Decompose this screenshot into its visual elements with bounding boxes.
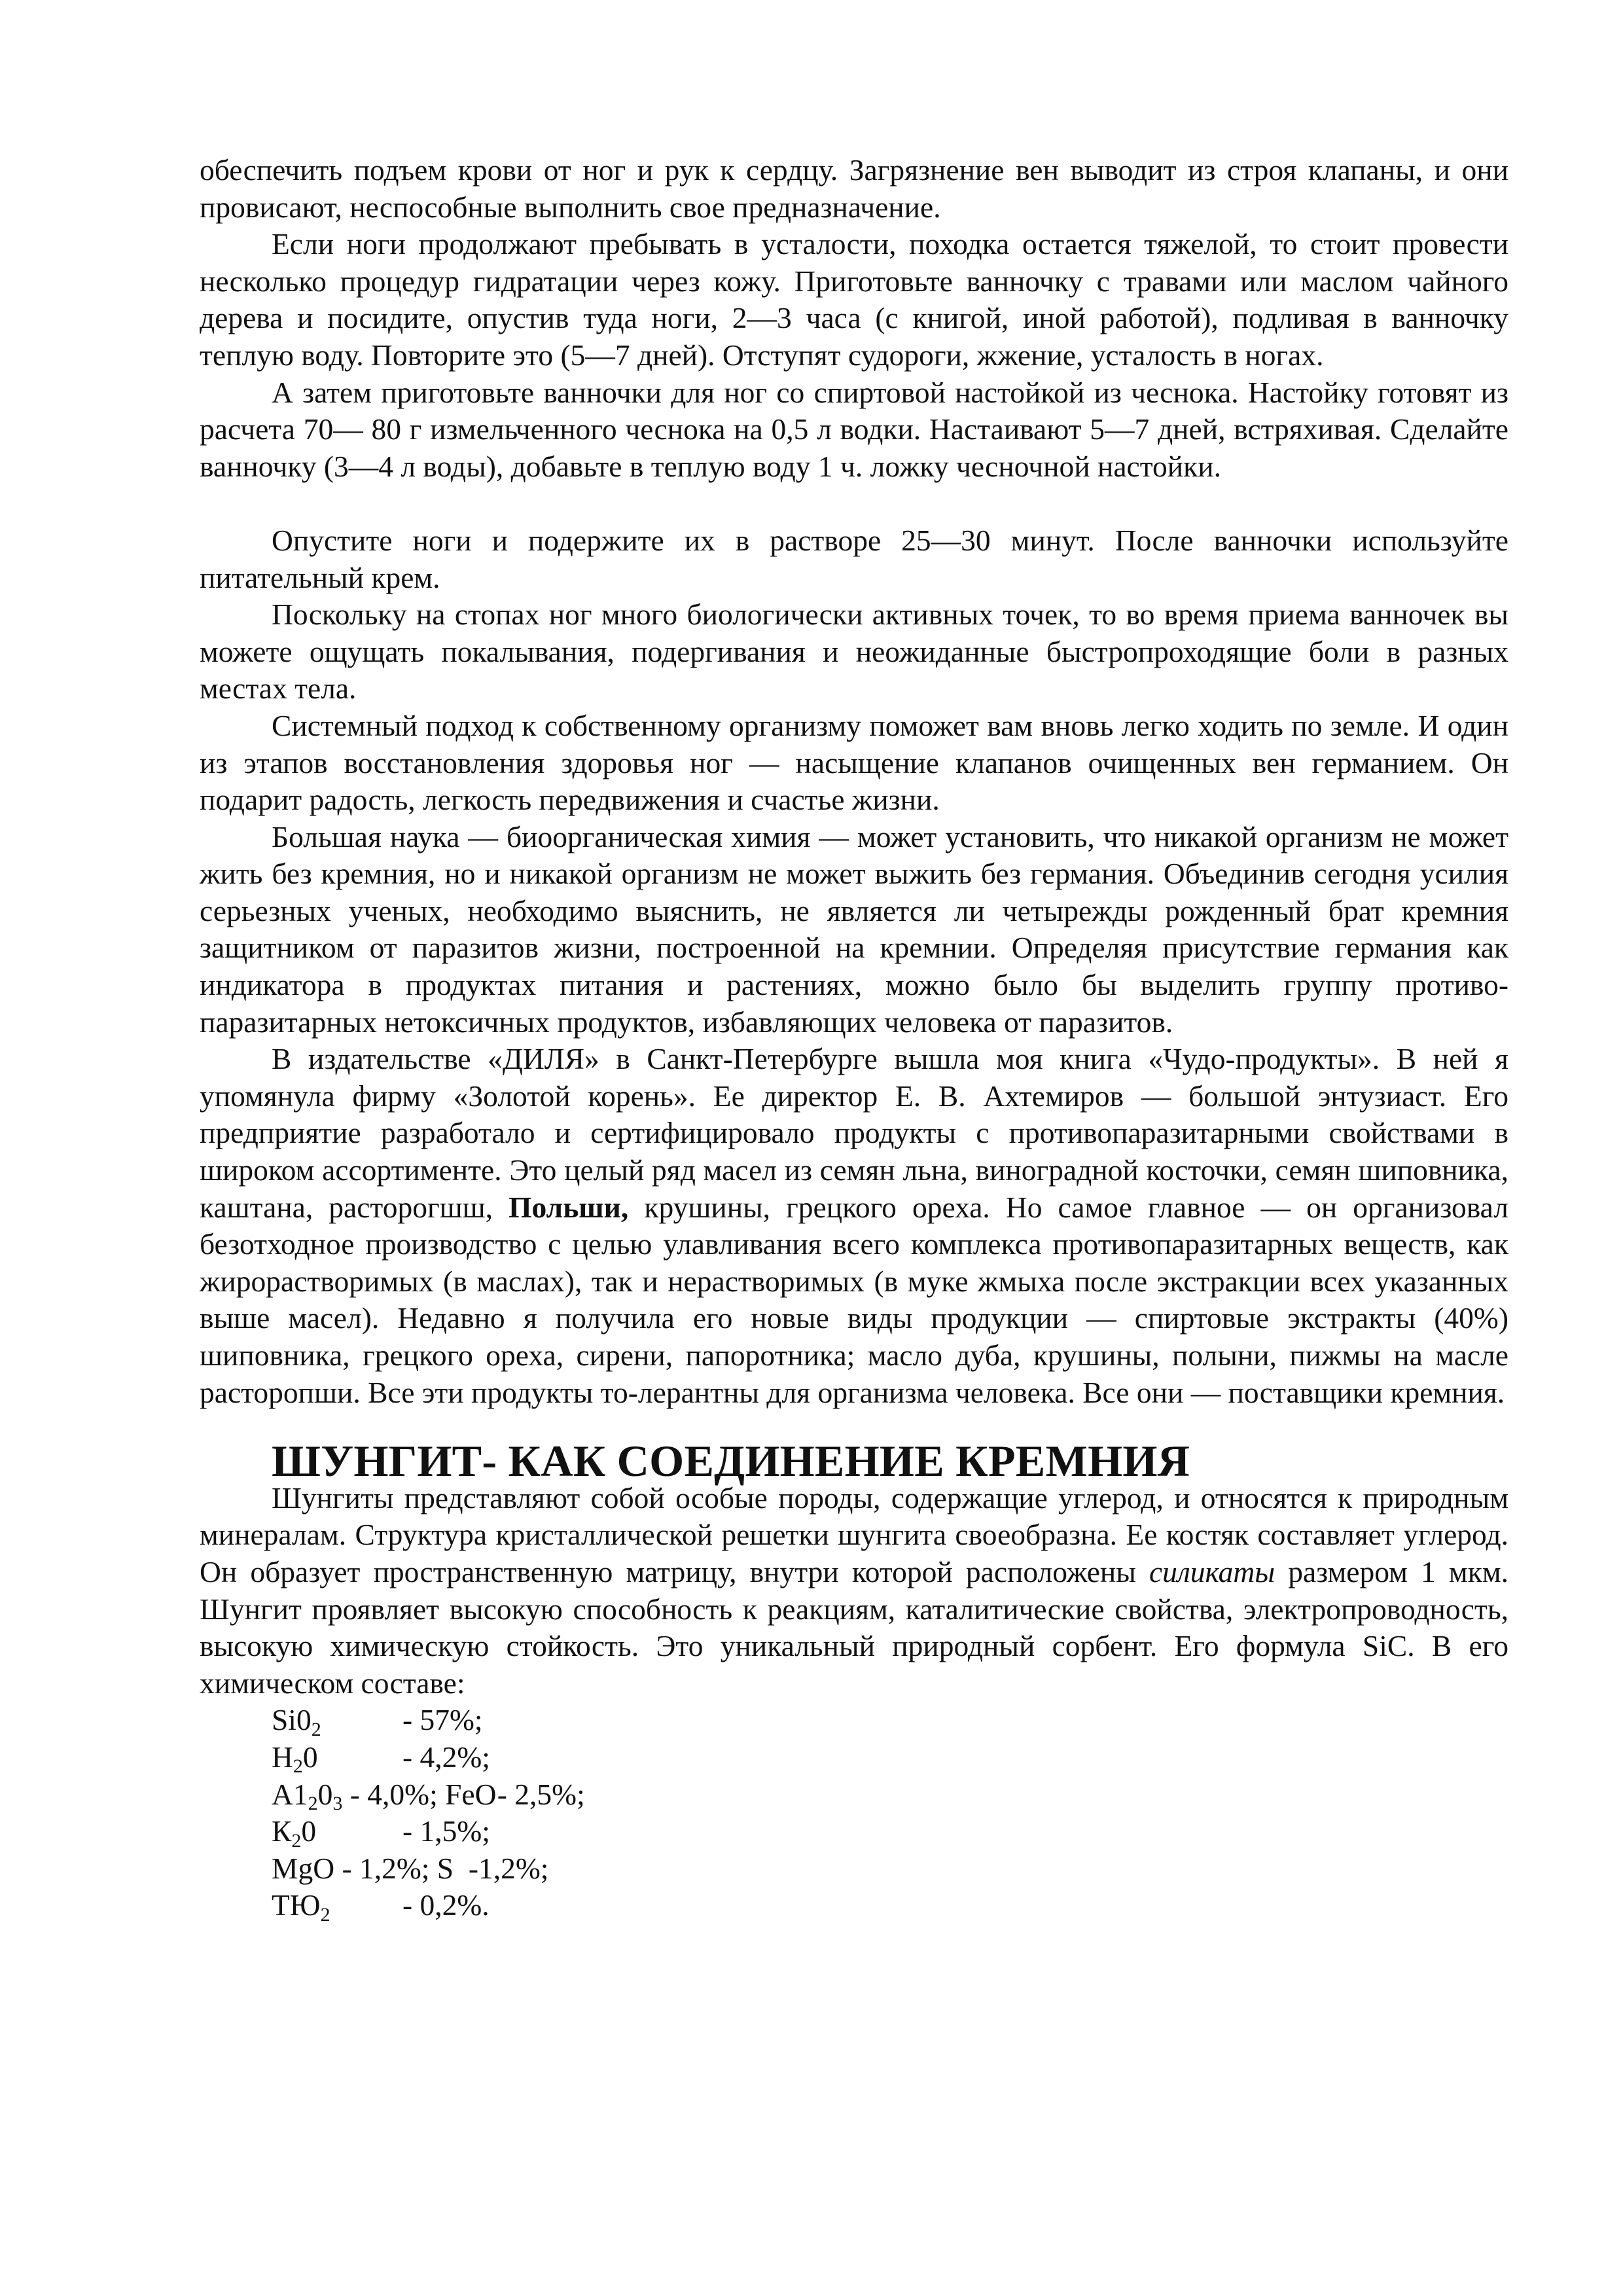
paragraph-systemic-approach: Системный подход к собственному организму поможет вам вновь легко ходить по земле. И один из этапов восстановления здоровья ног — насыщение клапанов очищенных вен германием. Он подарит радость, легкость передвижения и счастье жизни. (200, 708, 1508, 817)
chemical-composition-list (200, 1702, 1508, 1924)
paragraph-hydration: Если ноги продолжают пребывать в усталости, походка остается тяжелой, то стоит провести несколько процедур гидратации через кожу. Приготовьте ванночку с травами или маслом чайного дерева и посидите, опустив туда ноги, 2—3 часа (с книгой, иной работой), подливая в ванночку теплую воду. Повторите это (5—7 дней). Отступят судороги, жжение, усталость в ногах. (200, 227, 1508, 372)
composition-row-tio2: $ТЮ_2 - 0,2\%$. (272, 1888, 490, 1926)
document-page (200, 152, 1508, 1924)
bold-word: Польши, (508, 1190, 629, 1224)
composition-row-mgo: MgO - 1,2%; S -1,2%; (272, 1851, 549, 1885)
paragraph-active-points: Поскольку на стопах ног много биологически активных точек, то во время приема ванночек вы можете ощущать покалывания, подергивания и неожиданные быстропроходящие боли в разных местах тела. (200, 598, 1508, 706)
paragraph-bioorganic-chemistry: Большая наука — биоорганическая химия — может установить, что никакой организм не может жить без кремния, но и никакой организм не может выжить без германия. Объединив сегодня усилия серьезных ученых, необходимо выяснить, не является ли четырежды рожденный брат кремния защитником от паразитов жизни, построенной на кремнии. Определяя присутствие германия как индикатора в продуктах питания и растениях, можно было бы выделить группу противо-паразитарных нетоксичных продуктов, избавляющих человека от паразитов. (200, 819, 1508, 1039)
composition-row-k2o: $К_20 - 1,5\%$; (272, 1814, 490, 1852)
paragraph-shungite (200, 1480, 1508, 1702)
paragraph-soak-feet: Опустите ноги и подержите их в растворе 25—30 минут. После ванночки используйте питательный крем. (200, 523, 1508, 594)
paragraph-publisher-text-a: В издательстве «ДИЛЯ» в Санкт-Петербурге вышла моя книга «Чудо-продукты». В ней я упомянула фирму «Золотой корень». Ее директор Е. В. Ахтемиров — большой энтузиаст. Его предприятие разработало и сертифицировало продукты с противопаразитарными свойствами в широком ассортименте. Это целый ряд масел из семян льна, виноградной косточки, семян шиповника, каштана, расторогшш, (200, 1042, 1508, 1224)
paragraph-publisher-products (200, 1041, 1508, 1411)
composition-row-al2o3: $A1_20_3 - 4,0\%$; FeO- 2,5%; (272, 1777, 585, 1814)
paragraph-gap (200, 485, 1508, 522)
paragraph-shungite-text-a: Шунгиты представляют собой особые породы, содержащие углерод, и относятся к природным минералам. Структура кристаллической решетки шунгита своеобразна. Ее костяк составляет углерод. Он образует пространственную матрицу, внутри которой расположены (200, 1480, 1508, 1588)
section-heading: ШУНГИТ- КАК СОЕДИНЕНИЕ КРЕМНИЯ (272, 1436, 1190, 1486)
paragraph-veins-intro: обеспечить подъем крови от ног и рук к сердцу. Загрязнение вен выводит из строя клапаны, и они провисают, неспособные выполнить свое предназначение. (200, 153, 1508, 224)
composition-row-sio2: $Si0_2 - 57\%$; (272, 1703, 483, 1740)
paragraph-publisher-text-b: крушины, грецкого ореха. Но самое главное — он организовал безотходное производство с целью улавливания всего комплекса противопаразитарных веществ, как жирорастворимых (в маслах), так и нерастворимых (в муке жмыха после экстракции всех указанных выше масел). Недавно я получила его новые виды продукции — спиртовые экстракты (40%) шиповника, грецкого ореха, сирени, папоротника; масло дуба, крушины, полыни, пижмы на масле расторопши. Все эти продукты то-лерантны для организма человека. Все они — поставщики кремния. (200, 1190, 1508, 1409)
paragraph-garlic-tincture: А затем приготовьте ванночки для ног со спиртовой настойкой из чеснока. Настойку готовят из расчета 70— 80 г измельченного чеснока на 0,5 л водки. Настаивают 5—7 дней, встряхивая. Сделайте ванночку (3—4 л воды), добавьте в теплую воду 1 ч. ложку чесночной настойки. (200, 375, 1508, 483)
paragraph-shungite-text-b: размером 1 мкм. Шунгит проявляет высокую способность к реакциям, каталитические свойства, электропроводность, высокую химическую стойкость. Это уникальный природный сорбент. Его формула SiC. В его химическом составе: (200, 1554, 1508, 1700)
composition-row-h2o: $H_20 - 4,2\%$; (272, 1740, 490, 1778)
italic-word: силикаты (1149, 1554, 1275, 1588)
